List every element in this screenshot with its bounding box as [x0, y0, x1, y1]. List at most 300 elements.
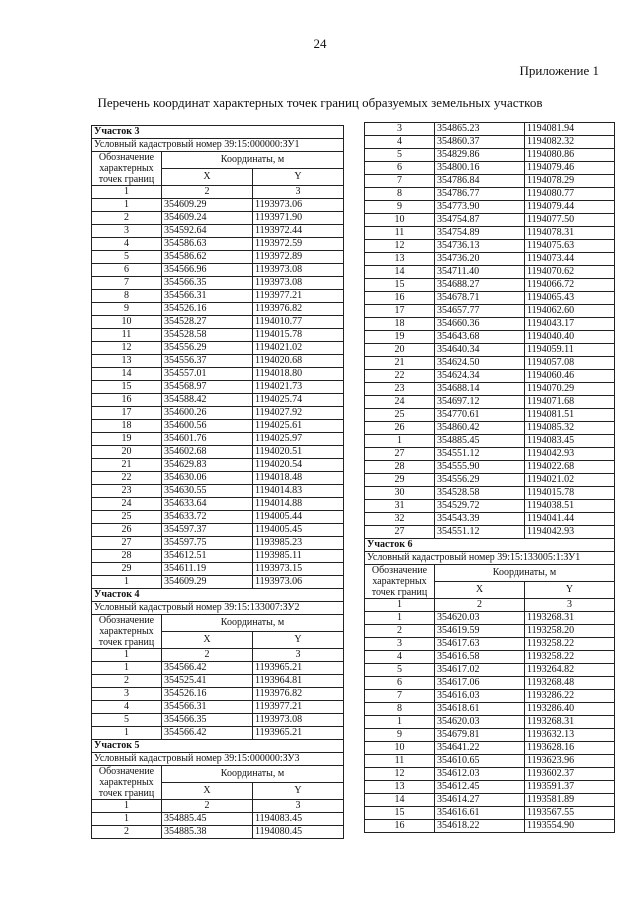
y-header: Y: [525, 582, 615, 599]
table-row: [92, 290, 344, 303]
y-coordinate: 1193973.15: [253, 563, 344, 576]
x-coordinate: 354609.29: [162, 576, 253, 589]
column-number-row: [92, 800, 344, 813]
section-title: Участок 6: [365, 539, 615, 552]
x-coordinate: 354620.03: [435, 612, 525, 625]
point-number: 1: [365, 612, 435, 625]
x-coordinate: 354551.12: [435, 526, 525, 539]
designation-line: Обозначение: [98, 615, 155, 626]
designation-line: точек границ: [98, 174, 155, 185]
y-coordinate: 1194010.77: [253, 316, 344, 329]
y-coordinate: 1193965.21: [253, 662, 344, 675]
y-coordinate: 1193985.23: [253, 537, 344, 550]
point-number: 30: [365, 487, 435, 500]
y-coordinate: 1193286.22: [525, 690, 615, 703]
x-coordinate: 354609.29: [162, 199, 253, 212]
header-row: [92, 766, 344, 783]
coordinates-header: Координаты, м: [435, 565, 615, 582]
coordinates-header: Координаты, м: [162, 615, 344, 632]
x-coordinate: 354568.97: [162, 381, 253, 394]
table-row: [92, 727, 344, 740]
table-row: [365, 625, 615, 638]
designation-line: Обозначение: [371, 565, 428, 576]
point-number: 29: [92, 563, 162, 576]
y-coordinate: 1194062.60: [525, 305, 615, 318]
x-coordinate: 354612.03: [435, 768, 525, 781]
designation-line: характерных: [99, 163, 154, 174]
y-coordinate: 1194015.78: [525, 487, 615, 500]
y-coordinate: 1194081.51: [525, 409, 615, 422]
y-coordinate: 1193973.06: [253, 199, 344, 212]
point-number: 6: [92, 264, 162, 277]
x-coordinate: 354528.58: [162, 329, 253, 342]
y-coordinate: 1194083.45: [525, 435, 615, 448]
column-number: 1: [92, 649, 162, 662]
table-row: [92, 199, 344, 212]
point-number: 15: [365, 807, 435, 820]
y-coordinate: 1194014.83: [253, 485, 344, 498]
table-row: [92, 433, 344, 446]
column-number: 1: [365, 599, 435, 612]
point-number: 20: [92, 446, 162, 459]
appendix-label: Приложение 1: [519, 63, 599, 78]
table-row: [92, 662, 344, 675]
x-coordinate: 354624.50: [435, 357, 525, 370]
point-number: 9: [365, 201, 435, 214]
x-coordinate: 354786.77: [435, 188, 525, 201]
cadastral-row: [92, 602, 344, 615]
table-row: [92, 524, 344, 537]
table-row: [92, 537, 344, 550]
y-coordinate: 1194020.54: [253, 459, 344, 472]
x-coordinate: 354566.31: [162, 701, 253, 714]
point-number: 12: [92, 342, 162, 355]
point-number: 2: [92, 675, 162, 688]
point-number: 16: [365, 820, 435, 833]
x-coordinate: 354618.22: [435, 820, 525, 833]
point-number: 27: [365, 526, 435, 539]
designation-line: характерных: [99, 626, 154, 637]
y-coordinate: 1193977.21: [253, 290, 344, 303]
table-row: [92, 459, 344, 472]
y-coordinate: 1193965.21: [253, 727, 344, 740]
x-coordinate: 354641.22: [435, 742, 525, 755]
point-number: 28: [92, 550, 162, 563]
table-row: [365, 448, 615, 461]
y-coordinate: 1194020.68: [253, 355, 344, 368]
table-row: [365, 318, 615, 331]
x-coordinate: 354597.37: [162, 524, 253, 537]
point-number: 4: [365, 651, 435, 664]
y-coordinate: 1194082.32: [525, 136, 615, 149]
table-row: [365, 292, 615, 305]
y-coordinate: 1193602.37: [525, 768, 615, 781]
table-row: [365, 513, 615, 526]
x-coordinate: 354885.38: [162, 826, 253, 839]
y-coordinate: 1194027.92: [253, 407, 344, 420]
column-number: 2: [162, 186, 253, 199]
point-number: 7: [365, 690, 435, 703]
point-number: 29: [365, 474, 435, 487]
x-header: X: [435, 582, 525, 599]
point-number: 3: [92, 225, 162, 238]
section-title-row: [365, 539, 615, 552]
x-coordinate: 354612.45: [435, 781, 525, 794]
y-coordinate: 1194038.51: [525, 500, 615, 513]
coordinates-header: Координаты, м: [162, 766, 344, 783]
x-coordinate: 354711.40: [435, 266, 525, 279]
table-row: [365, 227, 615, 240]
cadastral-row: [92, 753, 344, 766]
table-row: [365, 820, 615, 833]
x-coordinate: 354754.89: [435, 227, 525, 240]
designation-line: точек границ: [98, 788, 155, 799]
x-coordinate: 354829.86: [435, 149, 525, 162]
designation-line: точек границ: [98, 637, 155, 648]
point-number: 12: [365, 768, 435, 781]
table-row: [92, 675, 344, 688]
y-coordinate: 1193258.20: [525, 625, 615, 638]
point-number: 26: [365, 422, 435, 435]
point-number: 28: [365, 461, 435, 474]
x-coordinate: 354633.64: [162, 498, 253, 511]
y-coordinate: 1194018.48: [253, 472, 344, 485]
point-number: 22: [365, 370, 435, 383]
y-coordinate: 1193628.16: [525, 742, 615, 755]
table-row: [92, 688, 344, 701]
y-coordinate: 1194080.77: [525, 188, 615, 201]
table-row: [92, 813, 344, 826]
table-row: [365, 409, 615, 422]
x-coordinate: 354551.12: [435, 448, 525, 461]
x-coordinate: 354885.45: [162, 813, 253, 826]
table-row: [365, 729, 615, 742]
table-row: [365, 703, 615, 716]
point-number: 18: [365, 318, 435, 331]
table-row: [365, 396, 615, 409]
x-coordinate: 354528.27: [162, 316, 253, 329]
point-designation-header: [92, 152, 162, 186]
x-coordinate: 354618.61: [435, 703, 525, 716]
y-coordinate: 1193964.81: [253, 675, 344, 688]
y-coordinate: 1193591.37: [525, 781, 615, 794]
point-number: 5: [92, 714, 162, 727]
y-coordinate: 1194081.94: [525, 123, 615, 136]
point-number: 4: [92, 701, 162, 714]
x-coordinate: 354529.72: [435, 500, 525, 513]
point-number: 26: [92, 524, 162, 537]
table-row: [92, 212, 344, 225]
left-coordinates-table: [91, 125, 344, 839]
x-coordinate: 354614.27: [435, 794, 525, 807]
table-row: [365, 201, 615, 214]
y-coordinate: 1194071.68: [525, 396, 615, 409]
point-number: 14: [365, 794, 435, 807]
table-row: [92, 368, 344, 381]
x-coordinate: 354624.34: [435, 370, 525, 383]
point-number: 8: [365, 703, 435, 716]
y-coordinate: 1194080.86: [525, 149, 615, 162]
y-coordinate: 1194042.93: [525, 526, 615, 539]
x-coordinate: 354526.16: [162, 688, 253, 701]
table-row: [365, 461, 615, 474]
point-number: 5: [365, 149, 435, 162]
table-row: [365, 149, 615, 162]
point-number: 10: [92, 316, 162, 329]
table-row: [365, 794, 615, 807]
x-coordinate: 354630.06: [162, 472, 253, 485]
point-number: 20: [365, 344, 435, 357]
point-designation-header: [365, 565, 435, 599]
x-coordinate: 354566.96: [162, 264, 253, 277]
header-row: [92, 152, 344, 169]
table-row: [365, 188, 615, 201]
y-header: Y: [253, 783, 344, 800]
designation-line: характерных: [99, 777, 154, 788]
table-row: [92, 238, 344, 251]
table-row: [365, 305, 615, 318]
y-coordinate: 1194073.44: [525, 253, 615, 266]
point-number: 16: [92, 394, 162, 407]
y-coordinate: 1194005.44: [253, 511, 344, 524]
point-number: 24: [92, 498, 162, 511]
table-row: [92, 420, 344, 433]
table-row: [92, 826, 344, 839]
y-coordinate: 1193972.59: [253, 238, 344, 251]
y-coordinate: 1194078.31: [525, 227, 615, 240]
x-coordinate: 354643.68: [435, 331, 525, 344]
table-row: [365, 638, 615, 651]
y-coordinate: 1194020.51: [253, 446, 344, 459]
table-row: [92, 701, 344, 714]
point-number: 8: [365, 188, 435, 201]
point-number: 6: [365, 162, 435, 175]
table-row: [365, 742, 615, 755]
x-coordinate: 354629.83: [162, 459, 253, 472]
point-number: 15: [92, 381, 162, 394]
y-coordinate: 1193268.31: [525, 612, 615, 625]
x-coordinate: 354612.51: [162, 550, 253, 563]
x-coordinate: 354736.20: [435, 253, 525, 266]
y-coordinate: 1194059.11: [525, 344, 615, 357]
x-coordinate: 354616.61: [435, 807, 525, 820]
x-coordinate: 354630.55: [162, 485, 253, 498]
point-number: 9: [365, 729, 435, 742]
x-coordinate: 354688.27: [435, 279, 525, 292]
designation-line: Обозначение: [98, 766, 155, 777]
y-coordinate: 1194025.74: [253, 394, 344, 407]
y-coordinate: 1193268.31: [525, 716, 615, 729]
point-number: 14: [92, 368, 162, 381]
table-row: [365, 422, 615, 435]
point-number: 3: [365, 638, 435, 651]
y-coordinate: 1194041.44: [525, 513, 615, 526]
x-coordinate: 354617.63: [435, 638, 525, 651]
x-coordinate: 354556.29: [435, 474, 525, 487]
y-coordinate: 1194040.40: [525, 331, 615, 344]
point-number: 10: [365, 742, 435, 755]
x-coordinate: 354773.90: [435, 201, 525, 214]
section-title-row: [92, 126, 344, 139]
point-number: 3: [365, 123, 435, 136]
y-coordinate: 1194079.46: [525, 162, 615, 175]
x-coordinate: 354566.31: [162, 290, 253, 303]
y-coordinate: 1194065.43: [525, 292, 615, 305]
point-number: 27: [365, 448, 435, 461]
table-row: [365, 136, 615, 149]
x-coordinate: 354601.76: [162, 433, 253, 446]
table-row: [365, 526, 615, 539]
y-coordinate: 1193973.08: [253, 714, 344, 727]
column-number-row: [92, 186, 344, 199]
point-number: 9: [92, 303, 162, 316]
point-number: 17: [365, 305, 435, 318]
y-coordinate: 1194021.73: [253, 381, 344, 394]
y-coordinate: 1194015.78: [253, 329, 344, 342]
y-coordinate: 1194079.44: [525, 201, 615, 214]
table-row: [365, 344, 615, 357]
table-row: [92, 446, 344, 459]
x-coordinate: 354586.63: [162, 238, 253, 251]
table-row: [92, 225, 344, 238]
header-row: [92, 615, 344, 632]
table-row: [92, 355, 344, 368]
table-row: [92, 511, 344, 524]
cadastral-number: Условный кадастровый номер 39:15:000000:ЗУ1: [92, 139, 344, 152]
x-coordinate: 354586.62: [162, 251, 253, 264]
x-coordinate: 354600.56: [162, 420, 253, 433]
column-number-row: [365, 599, 615, 612]
table-row: [92, 576, 344, 589]
y-coordinate: 1194075.63: [525, 240, 615, 253]
y-coordinate: 1193985.11: [253, 550, 344, 563]
point-number: 19: [365, 331, 435, 344]
point-number: 5: [92, 251, 162, 264]
designation-line: Обозначение: [98, 152, 155, 163]
table-row: [365, 279, 615, 292]
section-title: Участок 5: [92, 740, 344, 753]
point-number: 14: [365, 266, 435, 279]
y-coordinate: 1194043.17: [525, 318, 615, 331]
y-coordinate: 1193632.13: [525, 729, 615, 742]
coordinates-header: Координаты, м: [162, 152, 344, 169]
column-number: 1: [92, 800, 162, 813]
x-coordinate: 354697.12: [435, 396, 525, 409]
table-row: [365, 383, 615, 396]
section-title: Участок 4: [92, 589, 344, 602]
table-row: [365, 755, 615, 768]
x-coordinate: 354543.39: [435, 513, 525, 526]
table-row: [92, 485, 344, 498]
table-row: [365, 253, 615, 266]
point-number: 25: [92, 511, 162, 524]
y-coordinate: 1194070.29: [525, 383, 615, 396]
cadastral-number: Условный кадастровый номер 39:15:133005:1:ЗУ1: [365, 552, 615, 565]
x-coordinate: 354528.58: [435, 487, 525, 500]
x-coordinate: 354633.72: [162, 511, 253, 524]
point-number: 18: [92, 420, 162, 433]
y-coordinate: 1193972.89: [253, 251, 344, 264]
designation-line: точек границ: [371, 587, 428, 598]
y-coordinate: 1193977.21: [253, 701, 344, 714]
point-number: 11: [365, 227, 435, 240]
point-number: 15: [365, 279, 435, 292]
x-coordinate: 354609.24: [162, 212, 253, 225]
table-row: [365, 331, 615, 344]
y-coordinate: 1193973.06: [253, 576, 344, 589]
y-coordinate: 1193554.90: [525, 820, 615, 833]
section-title: Участок 3: [92, 126, 344, 139]
y-coordinate: 1193976.82: [253, 303, 344, 316]
y-coordinate: 1193971.90: [253, 212, 344, 225]
point-number: 13: [365, 253, 435, 266]
x-coordinate: 354566.42: [162, 727, 253, 740]
point-number: 17: [92, 407, 162, 420]
column-number: 3: [253, 800, 344, 813]
x-coordinate: 354800.16: [435, 162, 525, 175]
table-row: [92, 472, 344, 485]
x-coordinate: 354657.77: [435, 305, 525, 318]
x-coordinate: 354526.16: [162, 303, 253, 316]
point-number: 4: [92, 238, 162, 251]
x-coordinate: 354525.41: [162, 675, 253, 688]
y-coordinate: 1193258.22: [525, 638, 615, 651]
point-number: 24: [365, 396, 435, 409]
x-coordinate: 354865.23: [435, 123, 525, 136]
header-row: [365, 565, 615, 582]
y-coordinate: 1194070.62: [525, 266, 615, 279]
x-coordinate: 354640.34: [435, 344, 525, 357]
table-row: [365, 487, 615, 500]
table-row: [92, 498, 344, 511]
y-coordinate: 1194080.45: [253, 826, 344, 839]
x-coordinate: 354688.14: [435, 383, 525, 396]
y-coordinate: 1194021.02: [525, 474, 615, 487]
table-row: [365, 651, 615, 664]
x-coordinate: 354885.45: [435, 435, 525, 448]
y-coordinate: 1193268.48: [525, 677, 615, 690]
point-number: 21: [365, 357, 435, 370]
point-number: 8: [92, 290, 162, 303]
table-row: [92, 550, 344, 563]
point-number: 19: [92, 433, 162, 446]
y-coordinate: 1194066.72: [525, 279, 615, 292]
x-coordinate: 354616.03: [435, 690, 525, 703]
y-header: Y: [253, 632, 344, 649]
column-number-row: [92, 649, 344, 662]
cadastral-row: [365, 552, 615, 565]
x-coordinate: 354617.02: [435, 664, 525, 677]
y-coordinate: 1194022.68: [525, 461, 615, 474]
table-row: [365, 175, 615, 188]
point-number: 1: [92, 576, 162, 589]
column-number: 3: [525, 599, 615, 612]
section-title-row: [92, 740, 344, 753]
x-coordinate: 354555.90: [435, 461, 525, 474]
table-row: [92, 342, 344, 355]
point-designation-header: [92, 766, 162, 800]
y-coordinate: 1194021.02: [253, 342, 344, 355]
table-row: [92, 381, 344, 394]
column-number: 2: [162, 649, 253, 662]
point-number: 21: [92, 459, 162, 472]
table-row: [365, 214, 615, 227]
point-number: 1: [365, 716, 435, 729]
x-header: X: [162, 169, 253, 186]
x-coordinate: 354588.42: [162, 394, 253, 407]
table-row: [92, 303, 344, 316]
table-row: [365, 807, 615, 820]
